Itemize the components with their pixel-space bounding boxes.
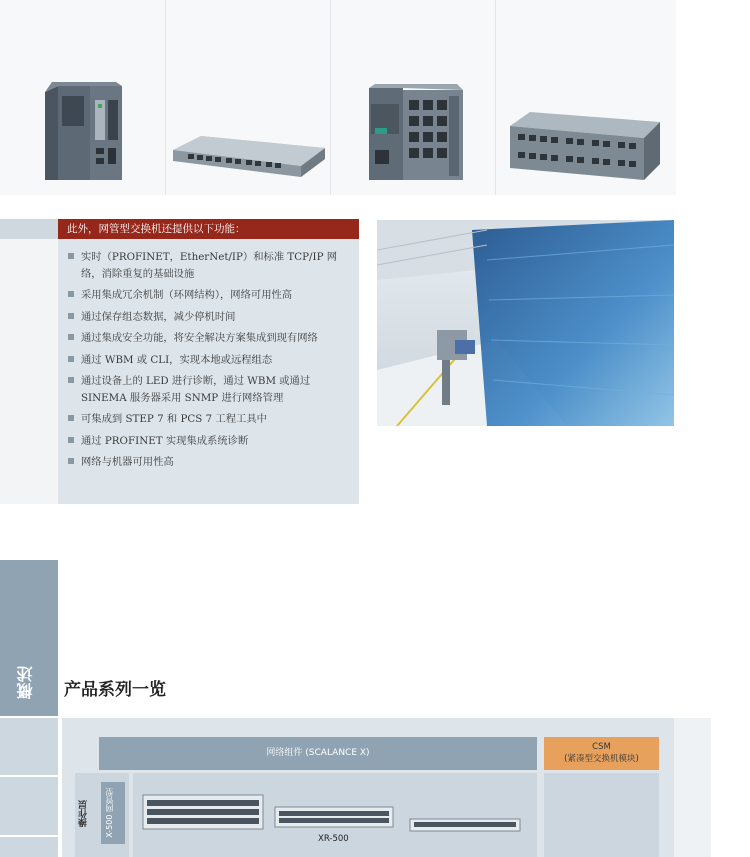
layer-label: 操作层	[79, 800, 89, 827]
csm-bar	[544, 737, 659, 770]
product-image-modular-switch	[0, 0, 165, 195]
bullet-icon	[68, 253, 74, 259]
device-xr500-large	[143, 795, 263, 829]
product-image-modular-rack-switch	[495, 0, 676, 195]
bullet-icon	[68, 458, 74, 464]
feature-box	[58, 219, 359, 504]
list-item: 实时（PROFINET，EtherNet/IP）和标准 TCP/IP 网络，消除重复的基础设施	[68, 249, 345, 282]
list-item: 通过设备上的 LED 进行诊断，通过 WBM 或通过 SINEMA 服务器采用 SNMP 进行网络管理	[68, 373, 345, 406]
network-components-bar: 网络组件 (SCALANCE X)	[99, 737, 537, 770]
device-xr500-flat	[410, 819, 520, 831]
list-item: 网络与机器可用性高	[68, 454, 345, 471]
side-block	[0, 837, 58, 857]
bullet-icon	[68, 377, 74, 383]
side-block	[0, 777, 58, 835]
feature-gutter-header	[0, 219, 58, 239]
list-item: 可集成到 STEP 7 和 PCS 7 工程工具中	[68, 411, 345, 428]
csm-subtitle: (紧凑型交换机模块)	[564, 754, 639, 764]
feature-heading: 此外，网管型交换机还提供以下功能：	[58, 219, 359, 239]
list-item: 通过集成安全功能，将安全解决方案集成到现有网络	[68, 330, 345, 347]
bullet-icon	[68, 437, 74, 443]
device-xr500-medium	[275, 807, 393, 827]
device-caption: XR-500	[318, 834, 349, 844]
feature-list	[58, 239, 359, 471]
csm-title: CSM	[592, 742, 611, 752]
product-image-rack-switch	[165, 0, 330, 195]
product-image-strip	[0, 0, 676, 195]
section-title: 产品系列一览	[64, 680, 166, 700]
product-image-din-switch	[330, 0, 495, 195]
bullet-icon	[68, 334, 74, 340]
overview-side-tab	[0, 560, 58, 716]
layer-tag	[101, 782, 125, 844]
diagram-right-margin	[674, 718, 711, 857]
list-item: 通过 WBM 或 CLI，实现本地或远程组态	[68, 352, 345, 369]
list-item: 通过保存组态数据，减少停机时间	[68, 309, 345, 326]
bullet-icon	[68, 313, 74, 319]
factory-photo	[377, 220, 674, 426]
bullet-icon	[68, 415, 74, 421]
device-illustrations	[133, 773, 537, 857]
list-item: 采用集成冗余机制（环网结构），网络可用性高	[68, 287, 345, 304]
devices-column	[133, 773, 537, 857]
side-block	[0, 718, 58, 775]
feature-gutter	[0, 219, 58, 504]
list-item: 通过 PROFINET 实现集成系统诊断	[68, 433, 345, 450]
bullet-icon	[68, 291, 74, 297]
bullet-icon	[68, 356, 74, 362]
csm-column	[544, 773, 659, 857]
layer-tag-label: X-500 网管型	[105, 788, 114, 838]
overview-side-tab-label: 概述	[16, 665, 35, 699]
